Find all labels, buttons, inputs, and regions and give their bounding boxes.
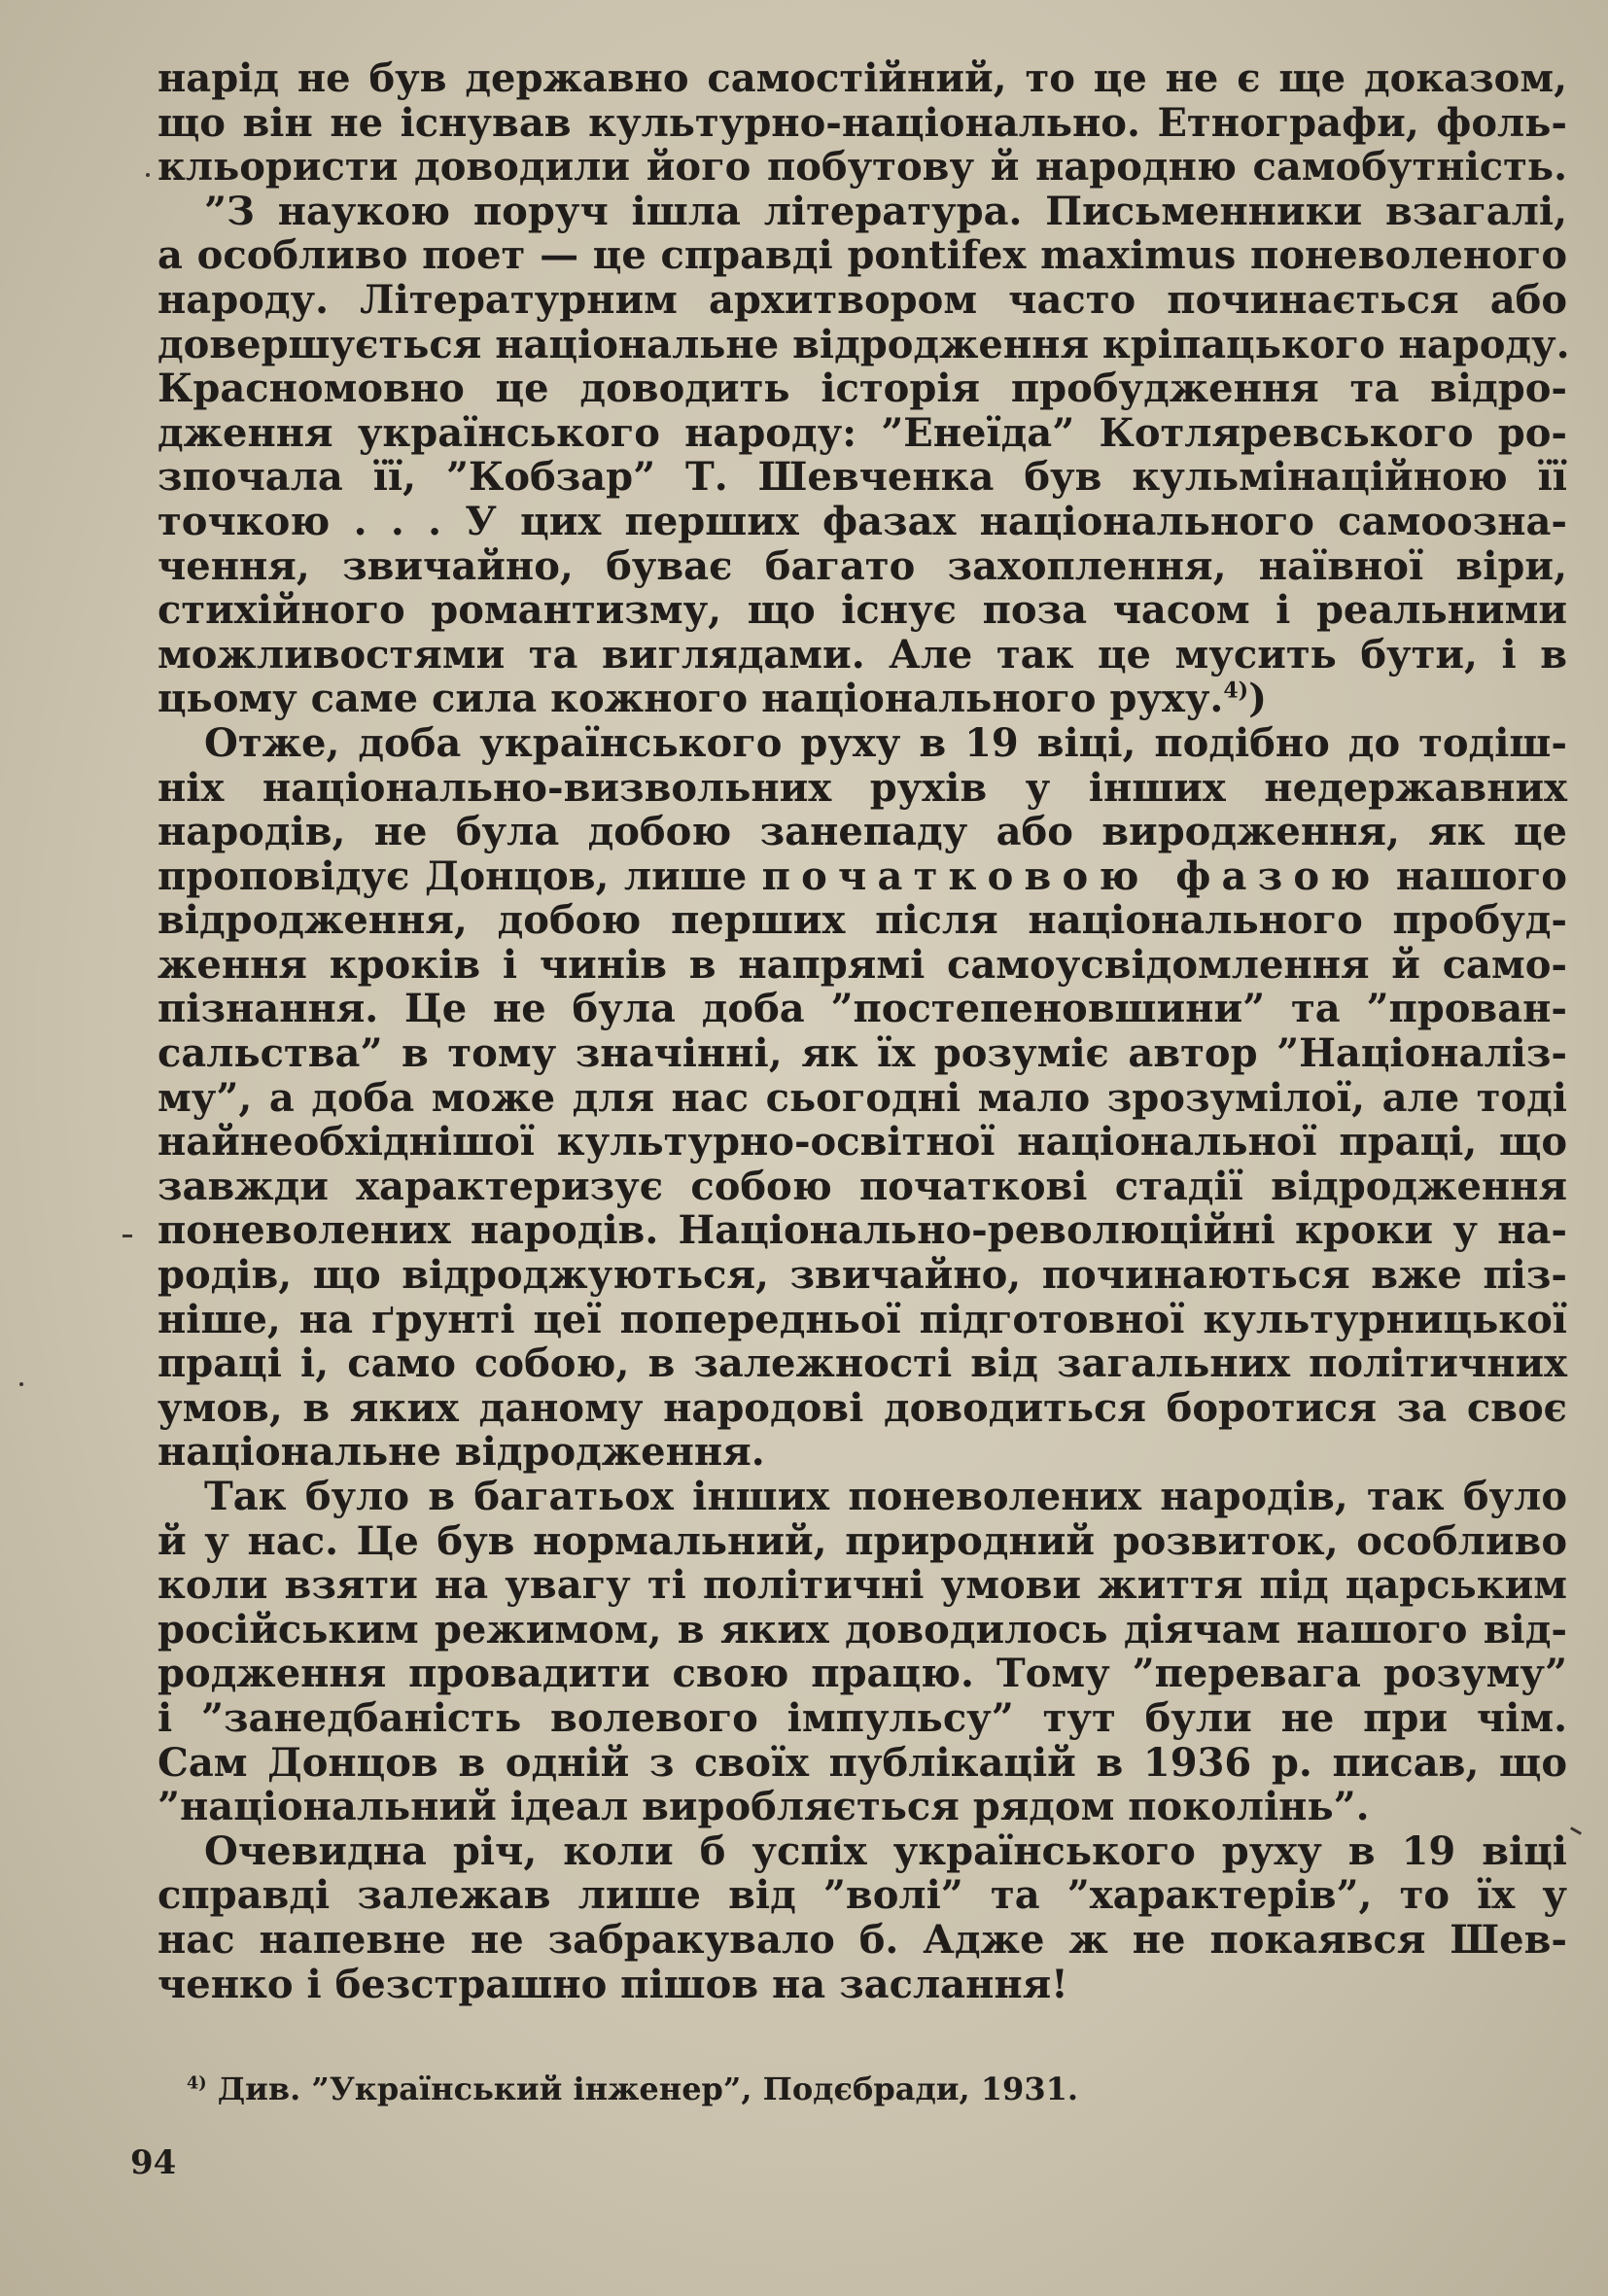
text-line: і ”занедбаність волевого імпульсу” тут були не при чім. (157, 1694, 1567, 1741)
text-line: завжди характеризує собою початкові стадії відродження (157, 1163, 1567, 1209)
text-line: кльористи доводили його побутову й народню самобутність. (157, 144, 1567, 191)
text-line: довершується національне відродження кріпацького народу. (157, 321, 1570, 367)
text-line: сальства” в тому значінні, як їх розуміє автор ”Націоналіз- (157, 1030, 1567, 1077)
text-line: а особливо поет — це справді pontifex maximus поневоленого (157, 232, 1567, 279)
text-line: му”, а доба може для нас сьогодні мало зрозумілої, але тоді (157, 1074, 1567, 1121)
main-text (157, 55, 1570, 2007)
text-line: дження українського народу: ”Енеїда” Котляревського ро- (157, 409, 1567, 456)
text-line: точкою . . . У цих перших фазах національного самоозна- (157, 498, 1567, 544)
margin-speck (146, 173, 150, 177)
text-line: ”національний ідеал виробляється рядом поколінь”. (157, 1784, 1370, 1830)
text-line: національне відродження. (157, 1429, 765, 1476)
text-line: родження провадити свою працю. Тому ”перевага розуму” (157, 1651, 1567, 1697)
text-line: ніше, на ґрунті цеї попередньої підготовної культурницької (157, 1296, 1567, 1342)
text-line: Красномовно це доводить історія пробудження та відро- (157, 365, 1567, 412)
text-line: родів, що відроджуються, звичайно, починаються вже піз- (157, 1252, 1567, 1299)
text-line: праці і, само собою, в залежності від загальних політичних (157, 1340, 1567, 1387)
text-line: Сам Донцов в одній з своїх публікацій в 1936 р. писав, що (157, 1739, 1567, 1786)
emphasized-text: початковою фазою (761, 852, 1381, 899)
text-line: умов, в яких даному народові доводиться боротися за своє (157, 1384, 1567, 1431)
paragraph-3 (157, 721, 1567, 1475)
footnote-marker: 4) (187, 2072, 207, 2094)
text-line: й у нас. Це був нормальний, природний розвиток, особливо (157, 1517, 1567, 1564)
text-line: нас напевне не забракувало б. Адже ж не покаявся Шев- (157, 1916, 1567, 1963)
text-line: пізнання. Це не була доба ”постепеновшини” та ”прован- (157, 986, 1567, 1032)
paragraph-4 (157, 1475, 1567, 1829)
text-line: стихійного романтизму, що існує поза часом і реальними (157, 587, 1567, 634)
text-line-content: проповідує Донцов, лише (157, 852, 762, 899)
text-line: народів, не була добою занепаду або виродження, як це (157, 809, 1567, 855)
text-line: зпочала її, ”Кобзар” Т. Шевченка був кульмінаційною її (157, 454, 1567, 501)
text-line: народу. Літературним архитвором часто починається або (157, 276, 1567, 323)
paragraph-5 (157, 1829, 1567, 2006)
text-line: ніх національно-визвольних рухів у інших недержавних (157, 764, 1567, 811)
text-line (157, 677, 1567, 721)
text-line: коли взяти на увагу ті політичні умови життя під царським (157, 1562, 1567, 1609)
text-line: ”З наукою поруч ішла література. Письменники взагалі, (204, 188, 1567, 234)
text-line-content: нашого (1381, 852, 1567, 899)
text-line: найнеобхіднішої культурно-освітної національної праці, що (157, 1119, 1567, 1165)
text-line: відродження, добою перших після національного пробуд- (157, 897, 1567, 944)
footnote (187, 2070, 1078, 2107)
paragraph-1 (157, 56, 1567, 190)
text-line: нарід не був державно самостійний, то це не є ще доказом, (157, 55, 1567, 101)
text-line: Так було в багатьох інших поневолених народів, так було (204, 1474, 1567, 1519)
text-line: справді залежав лише від ”волі” та ”характерів”, то їх у (157, 1872, 1567, 1919)
text-line: Отже, доба українського руху в 19 віці, подібно до тодіш- (204, 719, 1567, 766)
footnote-text: Див. ”Український інженер”, Подєбради, 1931. (206, 2070, 1078, 2107)
page-number: 94 (130, 2143, 177, 2182)
text-line: ження кроків і чинів в напрямі самоусвідомлення й само- (157, 941, 1567, 988)
text-line (157, 854, 1567, 899)
text-line: поневолених народів. Національно-революційні кроки у на- (157, 1207, 1567, 1254)
quote-close: ) (1248, 676, 1268, 722)
paragraph-2-quote (157, 188, 1570, 722)
text-line: ченко і безстрашно пішов на заслання! (157, 1961, 1068, 2007)
text-line-content: цьому саме сила кожного національного руху. (157, 676, 1224, 722)
text-line: російським режимом, в яких доводилось діячам нашого від- (157, 1606, 1567, 1652)
margin-speck (1570, 1826, 1582, 1835)
text-line: можливостями та виглядами. Але так це мусить бути, і в (157, 631, 1567, 678)
text-line: Очевидна річ, коли б успіх українського руху в 19 віці (204, 1827, 1567, 1874)
margin-speck (122, 1235, 132, 1237)
text-line: чення, звичайно, буває багато захоплення, наївної віри, (157, 542, 1567, 589)
footnote-reference: 4) (1223, 678, 1249, 704)
text-line: що він не існував культурно-національно. Етнографи, фоль- (157, 99, 1567, 146)
margin-speck (19, 1382, 23, 1386)
